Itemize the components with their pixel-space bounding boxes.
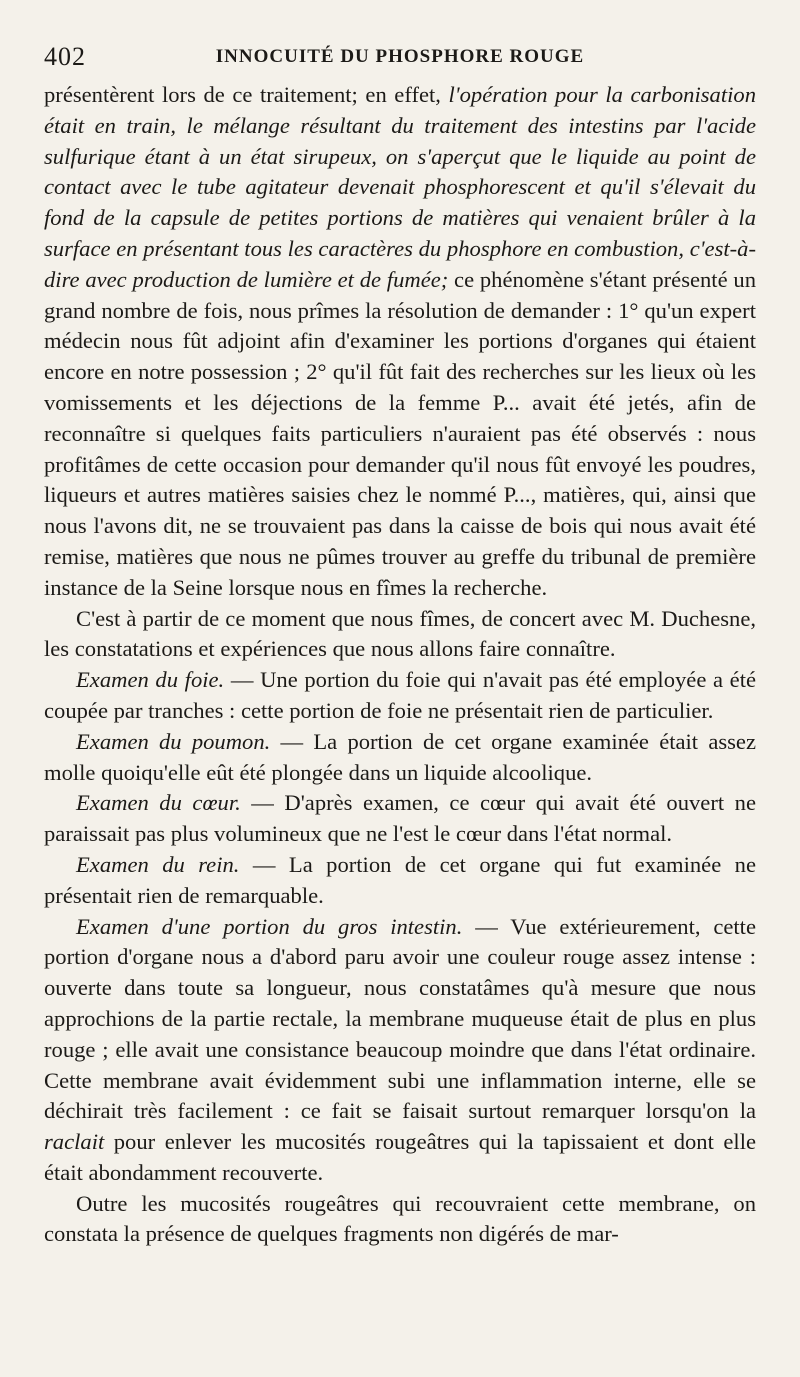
text-run: ce phénomène s'étant présenté un grand nombre de fois, nous prîmes la résolution de demander : 1° qu'un expert médecin nous fût adjoint afin d'examiner les portions d'organes qui étaient encore en notre possession ; 2° qu'il fût fait des recherches sur les lieux où les vomissements et les déjections de la femme P... avait été jetés, afin de reconnaître si quelques faits particuliers n'auraient pas été observés : nous profitâmes de cette occasion pour demander qu'il nous fût envoyé les poudres, liqueurs et autres matières saisies chez le nommé P..., matières, qui, ainsi que nous l'avons dit, ne se trouvaient pas dans la caisse de bois qui nous avait été remise, matières que nous ne pûmes trouver au greffe du tribunal de première instance de la Seine lorsque nous en fîmes la recherche. (44, 266, 756, 600)
italic-text: l'opération pour la carbonisation était en train, le mélange résultant du traitement des intestins par l'acide sulfurique étant à un état sirupeux, on s'aperçut que le liquide au point de contact avec le tube agitateur devenait phosphorescent et qu'il s'élevait du fond de la capsule de petites portions de matières qui venaient brûler à la surface en présentant tous les caractères du phosphore en combustion, c'est-à-dire avec production de lumière et de fumée; (44, 82, 756, 292)
text-run: — Vue extérieurement, cette portion d'organe nous a d'abord paru avoir une couleur rouge assez intense : ouverte dans toute sa longueur, nous constatâmes qu'à mesure que nous approchions de la partie rectale, la membrane muqueuse était de plus en plus rouge ; elle avait une consistance beaucoup moindre que dans l'état ordinaire. Cette membrane avait évidemment subi une inflammation interne, elle se déchirait très facilement : ce fait se faisait surtout remarquer lorsqu'on la (44, 913, 756, 1124)
italic-text: raclait (44, 1129, 105, 1155)
italic-text: Examen du rein. (76, 851, 240, 877)
paragraph (44, 1189, 756, 1251)
italic-text: Examen du foie. (76, 667, 225, 693)
italic-text: Examen du poumon. (76, 728, 271, 754)
paragraph (44, 727, 756, 789)
paragraph (44, 788, 756, 850)
paragraph (44, 80, 756, 604)
text-run: — La portion de cet organe examinée était assez molle quoiqu'elle eût été plongée dans un liquide alcoolique. (44, 728, 756, 785)
text-run: — La portion de cet organe qui fut examinée ne présentait rien de remarquable. (44, 851, 756, 908)
text-run: présentèrent lors de ce traitement; en effet, (44, 82, 449, 107)
text-run: Outre les mucosités rougeâtres qui recouvraient cette membrane, on constata la présence de quelques fragments non digérés de mar- (44, 1190, 756, 1247)
page-number: 402 (44, 42, 86, 71)
italic-text: Examen d'une portion du gros intestin. (76, 913, 463, 939)
italic-text: Examen du cœur. (76, 790, 241, 816)
text-run: pour enlever les mucosités rougeâtres qui la tapissaient et dont elle était abondamment recouverte. (44, 1129, 756, 1185)
paragraph (44, 912, 756, 1189)
text-run: C'est à partir de ce moment que nous fîmes, de concert avec M. Duchesne, les constatations et expériences que nous allons faire connaître. (44, 605, 756, 662)
running-header (44, 36, 756, 76)
body-text (44, 80, 756, 1250)
text-run: — D'après examen, ce cœur qui avait été ouvert ne paraissait pas plus volumineux que ne l'est le cœur dans l'état normal. (44, 790, 756, 847)
paragraph (44, 850, 756, 912)
running-title: INNOCUITÉ DU PHOSPHORE ROUGE (215, 46, 585, 67)
paragraph (44, 665, 756, 727)
paragraph (44, 604, 756, 666)
text-run: — Une portion du foie qui n'avait pas été employée a été coupée par tranches : cette portion de foie ne présentait rien de particulier. (44, 667, 757, 723)
